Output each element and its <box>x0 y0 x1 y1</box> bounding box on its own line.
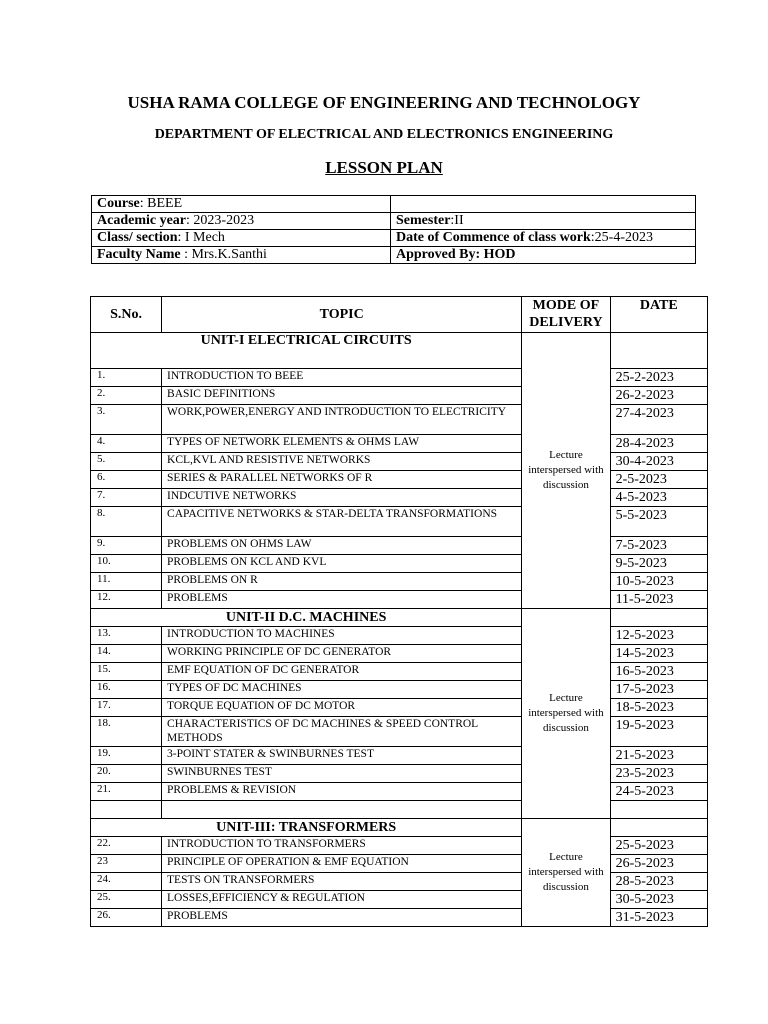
unit-date-cell <box>610 819 707 837</box>
unit-date-cell <box>610 609 707 627</box>
row-sno: 14. <box>91 645 162 663</box>
row-sno: 19. <box>91 747 162 765</box>
commence-label: Date of Commence of class work <box>396 230 591 245</box>
row-topic <box>162 801 522 819</box>
row-topic: SWINBURNES TEST <box>162 765 522 783</box>
row-sno: 10. <box>91 555 162 573</box>
row-date: 5-5-2023 <box>610 507 707 537</box>
row-date: 26-5-2023 <box>610 855 707 873</box>
course-cell <box>92 196 391 213</box>
row-date: 18-5-2023 <box>610 699 707 717</box>
class-label: Class/ section <box>97 230 178 245</box>
row-topic: PROBLEMS <box>162 909 522 927</box>
table-row <box>91 435 708 453</box>
info-row <box>92 196 696 213</box>
row-date: 11-5-2023 <box>610 591 707 609</box>
course-info-table <box>91 195 696 264</box>
row-sno: 26. <box>91 909 162 927</box>
table-row <box>91 681 708 699</box>
table-row <box>91 663 708 681</box>
row-topic: PROBLEMS ON OHMS LAW <box>162 537 522 555</box>
class-value: : I Mech <box>177 230 225 245</box>
row-sno: 3. <box>91 405 162 435</box>
row-sno: 8. <box>91 507 162 537</box>
row-date: 28-4-2023 <box>610 435 707 453</box>
unit-row <box>91 819 708 837</box>
row-date: 31-5-2023 <box>610 909 707 927</box>
table-row <box>91 537 708 555</box>
table-row <box>91 555 708 573</box>
mode-of-delivery: Lecture interspersed with discussion <box>522 609 610 819</box>
row-sno: 1. <box>91 369 162 387</box>
info-row <box>92 247 696 264</box>
class-cell <box>92 230 391 247</box>
row-date: 10-5-2023 <box>610 573 707 591</box>
row-sno: 4. <box>91 435 162 453</box>
row-sno: 20. <box>91 765 162 783</box>
table-row <box>91 591 708 609</box>
row-topic: LOSSES,EFFICIENCY & REGULATION <box>162 891 522 909</box>
unit-title: UNIT-II D.C. MACHINES <box>91 609 522 627</box>
row-date: 16-5-2023 <box>610 663 707 681</box>
semester-cell <box>391 213 696 230</box>
row-topic: INTRODUCTION TO MACHINES <box>162 627 522 645</box>
row-date: 9-5-2023 <box>610 555 707 573</box>
unit-row <box>91 333 708 369</box>
table-row <box>91 765 708 783</box>
row-date: 21-5-2023 <box>610 747 707 765</box>
row-date: 17-5-2023 <box>610 681 707 699</box>
table-row <box>91 837 708 855</box>
table-row <box>91 801 708 819</box>
header-row <box>91 297 708 333</box>
table-row <box>91 627 708 645</box>
table-row <box>91 405 708 435</box>
table-row <box>91 645 708 663</box>
info-row <box>92 213 696 230</box>
row-sno: 21. <box>91 783 162 801</box>
commence-cell <box>391 230 696 247</box>
row-topic: TYPES OF DC MACHINES <box>162 681 522 699</box>
faculty-label: Faculty Name <box>97 247 181 262</box>
row-date: 26-2-2023 <box>610 387 707 405</box>
row-topic: BASIC DEFINITIONS <box>162 387 522 405</box>
row-sno: 9. <box>91 537 162 555</box>
row-date: 28-5-2023 <box>610 873 707 891</box>
course-value: : BEEE <box>139 196 183 211</box>
row-sno: 24. <box>91 873 162 891</box>
row-topic: TYPES OF NETWORK ELEMENTS & OHMS LAW <box>162 435 522 453</box>
row-date: 14-5-2023 <box>610 645 707 663</box>
row-date: 27-4-2023 <box>610 405 707 435</box>
row-topic: TORQUE EQUATION OF DC MOTOR <box>162 699 522 717</box>
table-row <box>91 783 708 801</box>
table-row <box>91 717 708 747</box>
table-row <box>91 453 708 471</box>
row-date: 7-5-2023 <box>610 537 707 555</box>
row-sno <box>91 801 162 819</box>
row-sno: 17. <box>91 699 162 717</box>
row-topic: PROBLEMS <box>162 591 522 609</box>
table-row <box>91 747 708 765</box>
course-label: Course <box>97 196 140 211</box>
row-topic: EMF EQUATION OF DC GENERATOR <box>162 663 522 681</box>
semester-label: Semester <box>396 213 451 228</box>
academic-year-cell <box>92 213 391 230</box>
college-name: USHA RAMA COLLEGE OF ENGINEERING AND TECHNOLOGY <box>127 93 641 112</box>
row-date: 12-5-2023 <box>610 627 707 645</box>
unit-date-cell <box>610 333 707 369</box>
table-row <box>91 909 708 927</box>
row-topic: INTRODUCTION TO BEEE <box>162 369 522 387</box>
row-sno: 12. <box>91 591 162 609</box>
table-row <box>91 891 708 909</box>
table-row <box>91 873 708 891</box>
page-title: LESSON PLAN <box>325 158 443 177</box>
semester-value: :II <box>450 213 464 228</box>
row-topic: KCL,KVL AND RESISTIVE NETWORKS <box>162 453 522 471</box>
row-topic: WORKING PRINCIPLE OF DC GENERATOR <box>162 645 522 663</box>
row-date: 19-5-2023 <box>610 717 707 747</box>
table-row <box>91 369 708 387</box>
row-topic: PROBLEMS ON R <box>162 573 522 591</box>
empty-cell <box>391 196 696 213</box>
faculty-value: : Mrs.K.Santhi <box>180 247 267 262</box>
row-topic: CAPACITIVE NETWORKS & STAR-DELTA TRANSFORMATIONS <box>162 507 522 537</box>
table-row <box>91 573 708 591</box>
row-topic: PROBLEMS ON KCL AND KVL <box>162 555 522 573</box>
row-sno: 13. <box>91 627 162 645</box>
mode-header: MODE OF DELIVERY <box>522 297 610 333</box>
row-sno: 15. <box>91 663 162 681</box>
table-row <box>91 471 708 489</box>
unit-title: UNIT-III: TRANSFORMERS <box>91 819 522 837</box>
table-row <box>91 387 708 405</box>
academic-year-value: : 2023-2023 <box>186 213 255 228</box>
department-name: DEPARTMENT OF ELECTRICAL AND ELECTRONICS ENGINEERING <box>154 127 614 142</box>
row-topic: WORK,POWER,ENERGY AND INTRODUCTION TO ELECTRICITY <box>162 405 522 435</box>
approved-cell <box>391 247 696 264</box>
row-sno: 23 <box>91 855 162 873</box>
row-sno: 16. <box>91 681 162 699</box>
faculty-cell <box>92 247 391 264</box>
row-date: 24-5-2023 <box>610 783 707 801</box>
row-date <box>610 801 707 819</box>
row-topic: PROBLEMS & REVISION <box>162 783 522 801</box>
row-topic: SERIES & PARALLEL NETWORKS OF R <box>162 471 522 489</box>
row-topic: INTRODUCTION TO TRANSFORMERS <box>162 837 522 855</box>
info-row <box>92 230 696 247</box>
row-date: 30-4-2023 <box>610 453 707 471</box>
row-topic: PRINCIPLE OF OPERATION & EMF EQUATION <box>162 855 522 873</box>
row-sno: 2. <box>91 387 162 405</box>
row-date: 4-5-2023 <box>610 489 707 507</box>
date-header: DATE <box>610 297 707 333</box>
row-date: 30-5-2023 <box>610 891 707 909</box>
lesson-plan-table <box>90 296 708 927</box>
unit-row <box>91 609 708 627</box>
row-topic: INDCUTIVE NETWORKS <box>162 489 522 507</box>
approved-label: Approved By: HOD <box>396 247 516 262</box>
table-row <box>91 489 708 507</box>
table-row <box>91 855 708 873</box>
row-date: 2-5-2023 <box>610 471 707 489</box>
row-sno: 25. <box>91 891 162 909</box>
sno-header: S.No. <box>91 297 162 333</box>
row-sno: 7. <box>91 489 162 507</box>
lesson-plan-body <box>91 333 708 927</box>
unit-title: UNIT-I ELECTRICAL CIRCUITS <box>91 333 522 369</box>
row-sno: 11. <box>91 573 162 591</box>
row-sno: 22. <box>91 837 162 855</box>
table-row <box>91 699 708 717</box>
row-topic: TESTS ON TRANSFORMERS <box>162 873 522 891</box>
row-date: 25-2-2023 <box>610 369 707 387</box>
row-sno: 5. <box>91 453 162 471</box>
topic-header: TOPIC <box>162 297 522 333</box>
row-sno: 18. <box>91 717 162 747</box>
mode-of-delivery: Lecture interspersed with discussion <box>522 333 610 609</box>
commence-value: :25-4-2023 <box>590 230 654 245</box>
row-sno: 6. <box>91 471 162 489</box>
academic-year-label: Academic year <box>97 213 187 228</box>
row-topic: CHARACTERISTICS OF DC MACHINES & SPEED CONTROL METHODS <box>162 717 522 747</box>
row-date: 25-5-2023 <box>610 837 707 855</box>
mode-of-delivery: Lecture interspersed with discussion <box>522 819 610 927</box>
row-date: 23-5-2023 <box>610 765 707 783</box>
row-topic: 3-POINT STATER & SWINBURNES TEST <box>162 747 522 765</box>
table-row <box>91 507 708 537</box>
